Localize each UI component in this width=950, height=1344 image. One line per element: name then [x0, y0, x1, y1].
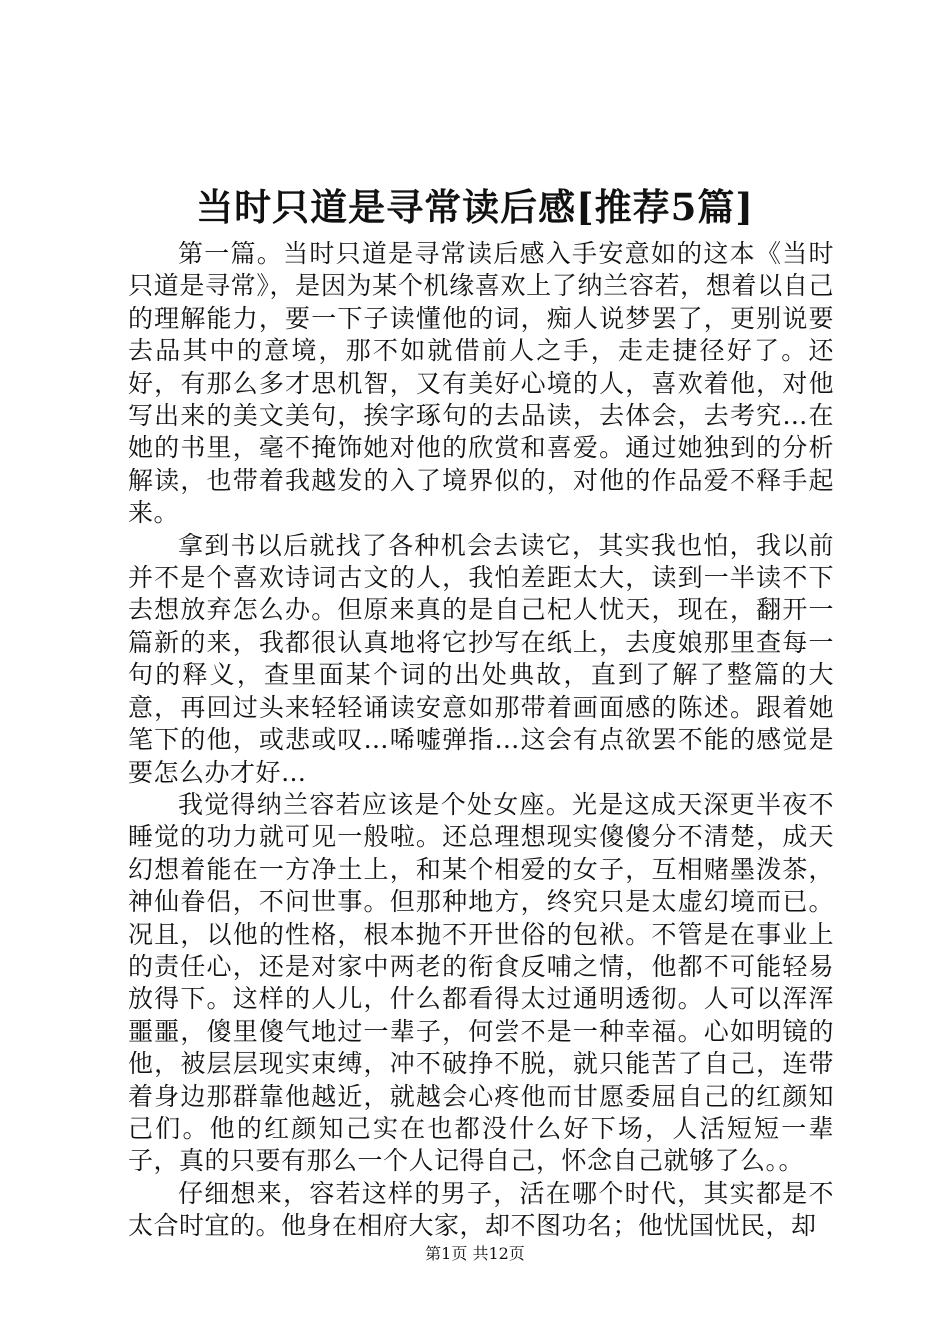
paragraph-1: 第一篇。当时只道是寻常读后感入手安意如的这本《当时只道是寻常》，是因为某个机缘喜欢上了纳兰容若，想着以自己的理解能力，要一下子读懂他的词，痴人说梦罢了，更别说要去品其中的意境，那不如就借前人之手，走走捷径好了。还好，有那么多才思机智，又有美好心境的人，喜欢着他，对他写出来的美文美句，挨字琢句的去品读，去体会，去考究…在她的书里，毫不掩饰她对他的欣赏和喜爱。通过她独到的分析解读，也带着我越发的入了境界似的，对他的作品爱不释手起来。: [128, 239, 834, 528]
paragraph-4: 仔细想来，容若这样的男子，活在哪个时代，其实都是不太合时宜的。他身在相府大家，却不图功名；他忧国忧民，却: [128, 1178, 834, 1241]
paragraph-2: 拿到书以后就找了各种机会去读它，其实我也怕，我以前并不是个喜欢诗词古文的人，我怕差距太大，读到一半读不下去想放弃怎么办。但原来真的是自己杞人忧天，现在，翻开一篇新的来，我都很认真地将它抄写在纸上，去度娘那里查每一句的释义，查里面某个词的出处典故，直到了解了整篇的大意，再回过头来轻轻诵读安意如那带着画面感的陈述。跟着她笔下的他，或悲或叹…唏嘘弹指…这会有点欲罢不能的感觉是要怎么办才好…: [128, 530, 834, 787]
document-title: 当时只道是寻常读后感[推荐5篇]: [196, 185, 754, 229]
document-body: [128, 238, 834, 1243]
paragraph-3: 我觉得纳兰容若应该是个处女座。光是这成天深更半夜不睡觉的功力就可见一般啦。还总理想现实傻傻分不清楚，成天幻想着能在一方净土上，和某个相爱的女子，互相赌墨泼茶，神仙眷侣，不问世事。但那种地方，终究只是太虚幻境而已。况且，以他的性格，根本抛不开世俗的包袱。不管是在事业上的责任心，还是对家中两老的衔食反哺之情，他都不可能轻易放得下。这样的人儿，什么都看得太过通明透彻。人可以浑浑噩噩，傻里傻气地过一辈子，何尝不是一种幸福。心如明镜的他，被层层现实束缚，冲不破挣不脱，就只能苦了自己，连带着身边那群靠他越近，就越会心疼他而甘愿委屈自己的红颜知己们。他的红颜知己实在也都没什么好下场，人活短短一辈子，真的只要有那么一个人记得自己，怀念自己就够了么。。: [128, 789, 834, 1176]
page-footer: 第1页 共12页: [425, 1244, 525, 1263]
